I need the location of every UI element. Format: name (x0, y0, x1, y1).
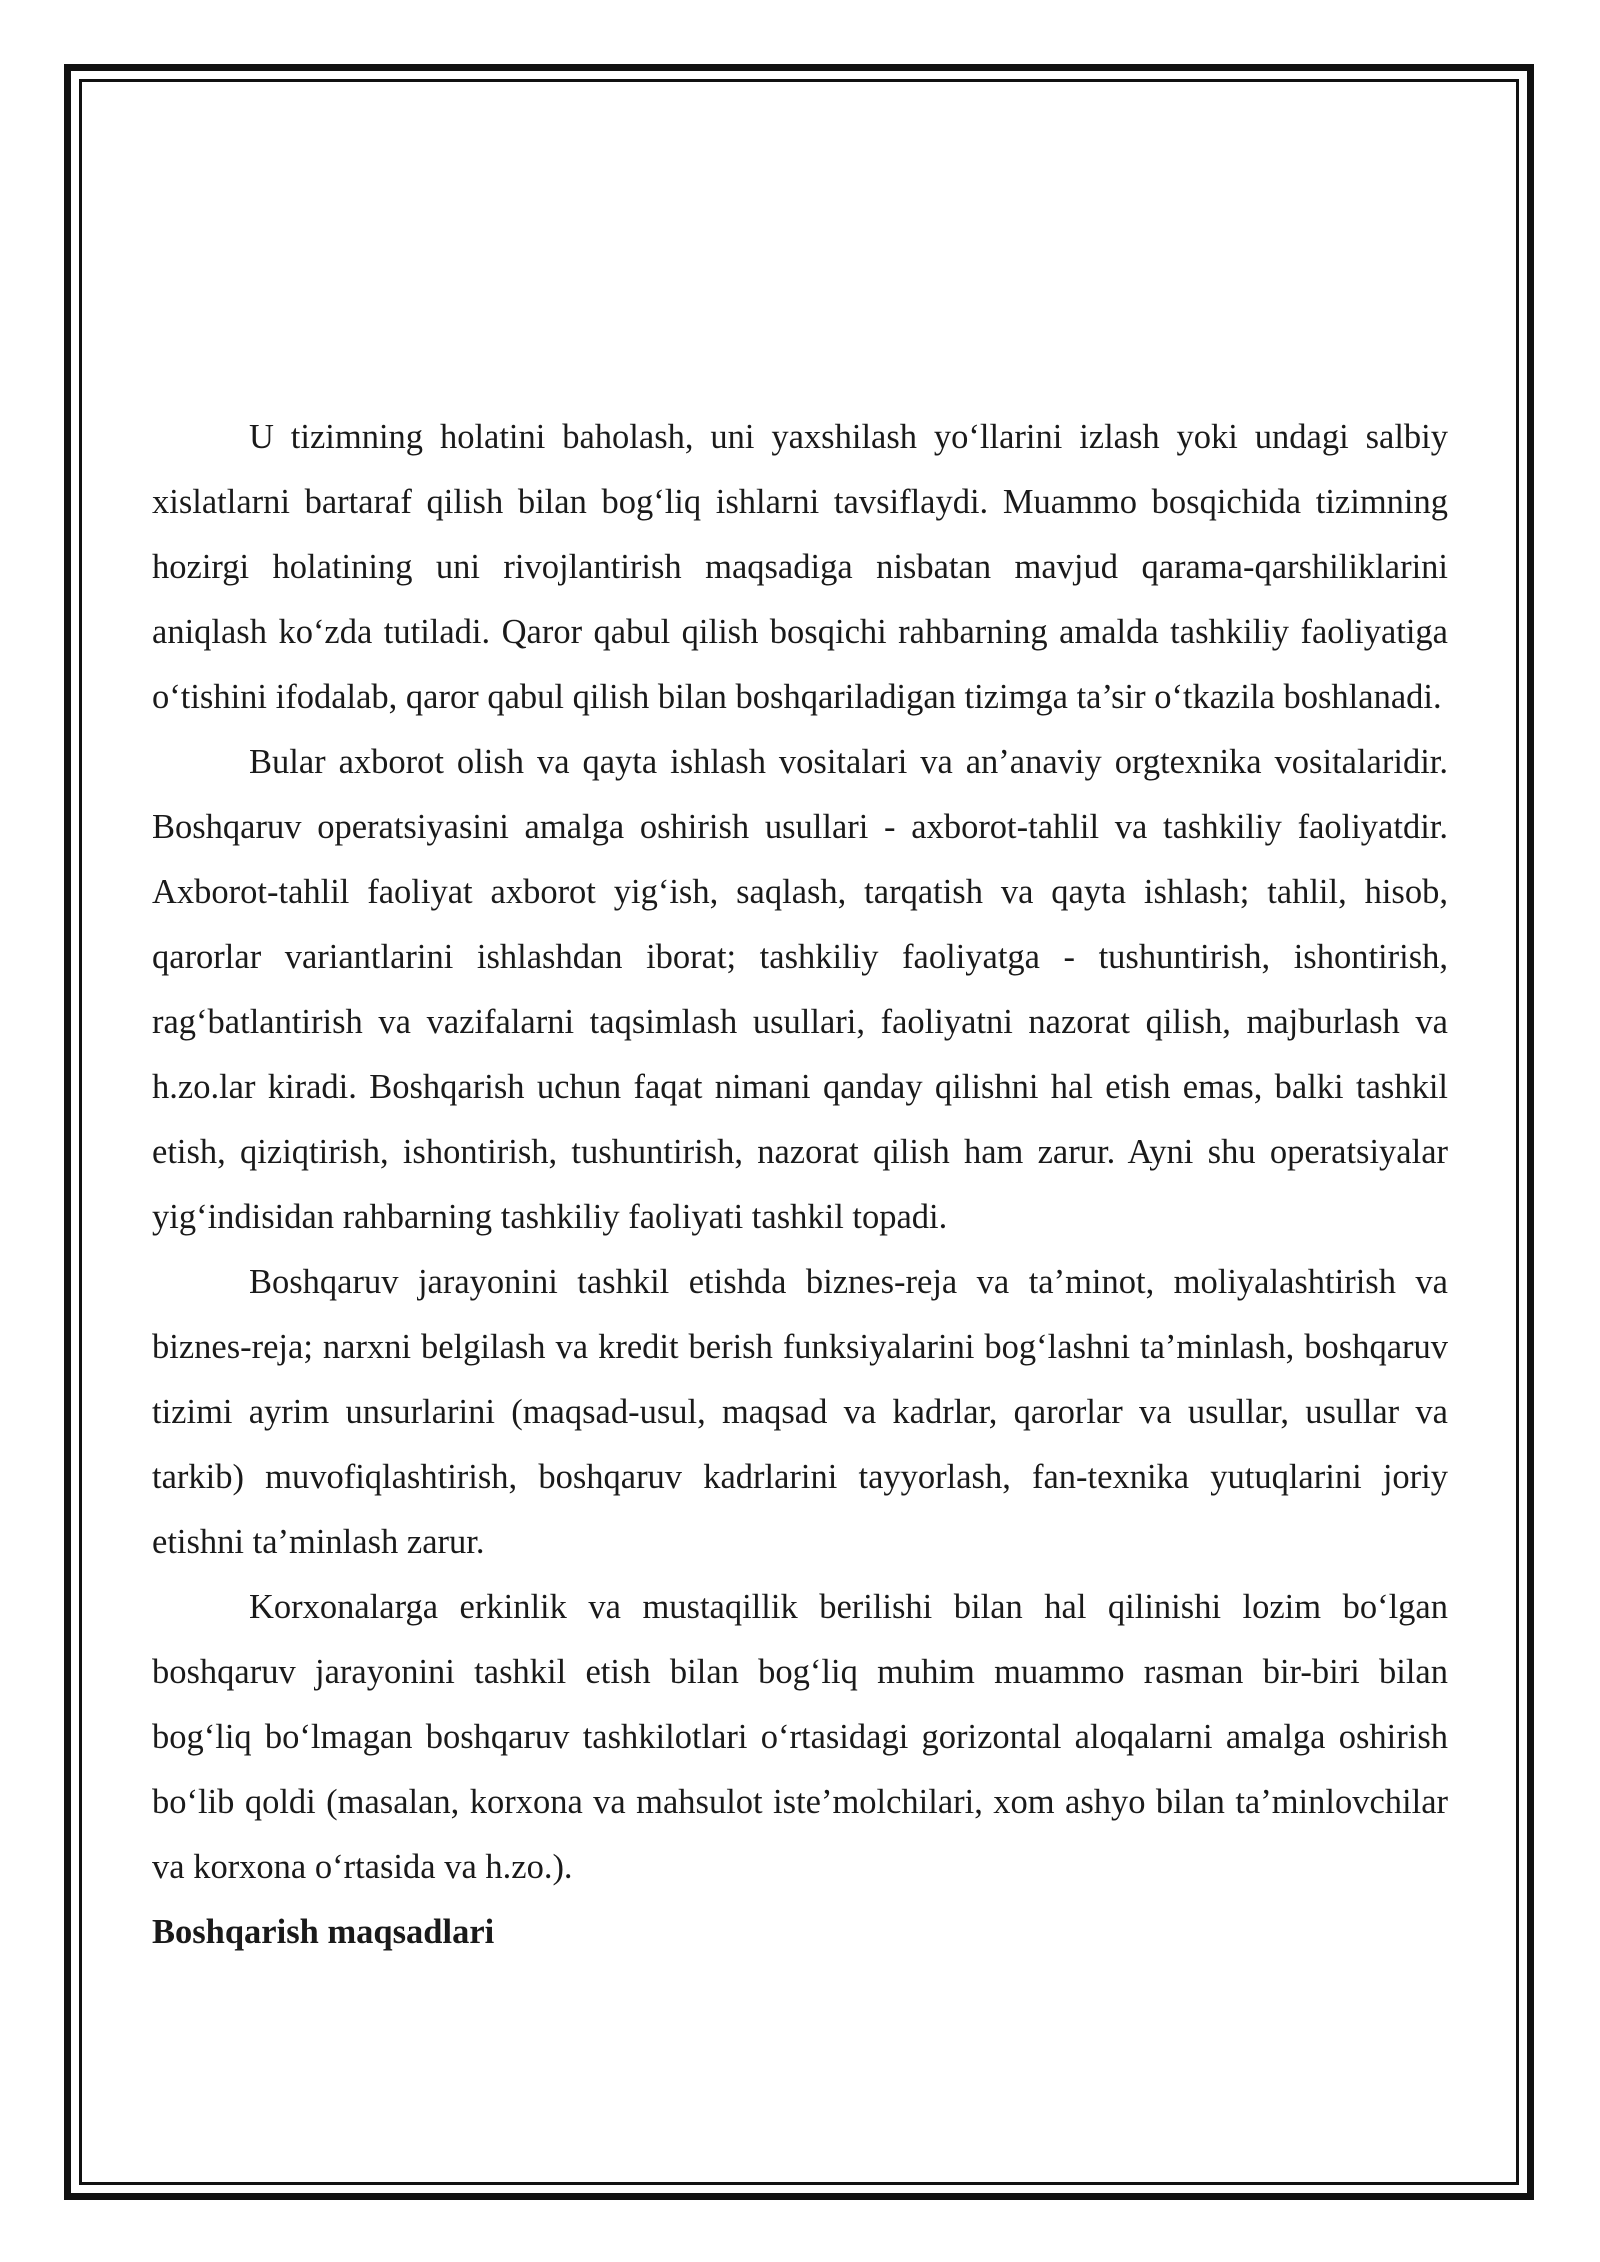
document-body (152, 405, 1448, 1965)
paragraph-2: Bular axborot olish va qayta ishlash vositalari va an’anaviy orgtexnika vositalaridir. Boshqaruv operatsiyasini amalga oshirish usullari - axborot-tahlil va tashkiliy faoliyatdir. Axborot-tahlil faoliyat axborot yig‘ish, saqlash, tarqatish va qayta ishlash; tahlil, hisob, qarorlar variantlarini ishlashdan iborat; tashkiliy faoliyatga - tushuntirish, ishontirish, rag‘batlantirish va vazifalarni taqsimlash usullari, faoliyatni nazorat qilish, majburlash va h.zo.lar kiradi. Boshqarish uchun faqat nimani qanday qilishni hal etish emas, balki tashkil etish, qiziqtirish, ishontirish, tushuntirish, nazorat qilish ham zarur. Ayni shu operatsiyalar yig‘indisidan rahbarning tashkiliy faoliyati tashkil topadi. (152, 743, 1448, 1236)
section-heading: Boshqarish maqsadlari (152, 1913, 495, 1951)
paragraph-4: Korxonalarga erkinlik va mustaqillik berilishi bilan hal qilinishi lozim bo‘lgan boshqaruv jarayonini tashkil etish bilan bog‘liq muhim muammo rasman bir-biri bilan bog‘liq bo‘lmagan boshqaruv tashkilotlari o‘rtasidagi gorizontal aloqalarni amalga oshirish bo‘lib qoldi (masalan, korxona va mahsulot iste’molchilari, xom ashyo bilan ta’minlovchilar va korxona o‘rtasida va h.zo.). (152, 1588, 1448, 1886)
paragraph-1: U tizimning holatini baholash, uni yaxshilash yo‘llarini izlash yoki undagi salbiy xislatlarni bartaraf qilish bilan bog‘liq ishlarni tavsiflaydi. Muammo bosqichida tizimning hozirgi holatining uni rivojlantirish maqsadiga nisbatan mavjud qarama-qarshiliklarini aniqlash ko‘zda tutiladi. Qaror qabul qilish bosqichi rahbarning amalda tashkiliy faoliyatiga o‘tishini ifodalab, qaror qabul qilish bilan boshqariladigan tizimga ta’sir o‘tkazila boshlanadi. (152, 418, 1448, 716)
paragraph-3: Boshqaruv jarayonini tashkil etishda biznes-reja va ta’minot, moliyalashtirish va biznes-reja; narxni belgilash va kredit berish funksiyalarini bog‘lashni ta’minlash, boshqaruv tizimi ayrim unsurlarini (maqsad-usul, maqsad va kadrlar, qarorlar va usullar, usullar va tarkib) muvofiqlashtirish, boshqaruv kadrlarini tayyorlash, fan-texnika yutuqlarini joriy etishni ta’minlash zarur. (152, 1263, 1448, 1561)
